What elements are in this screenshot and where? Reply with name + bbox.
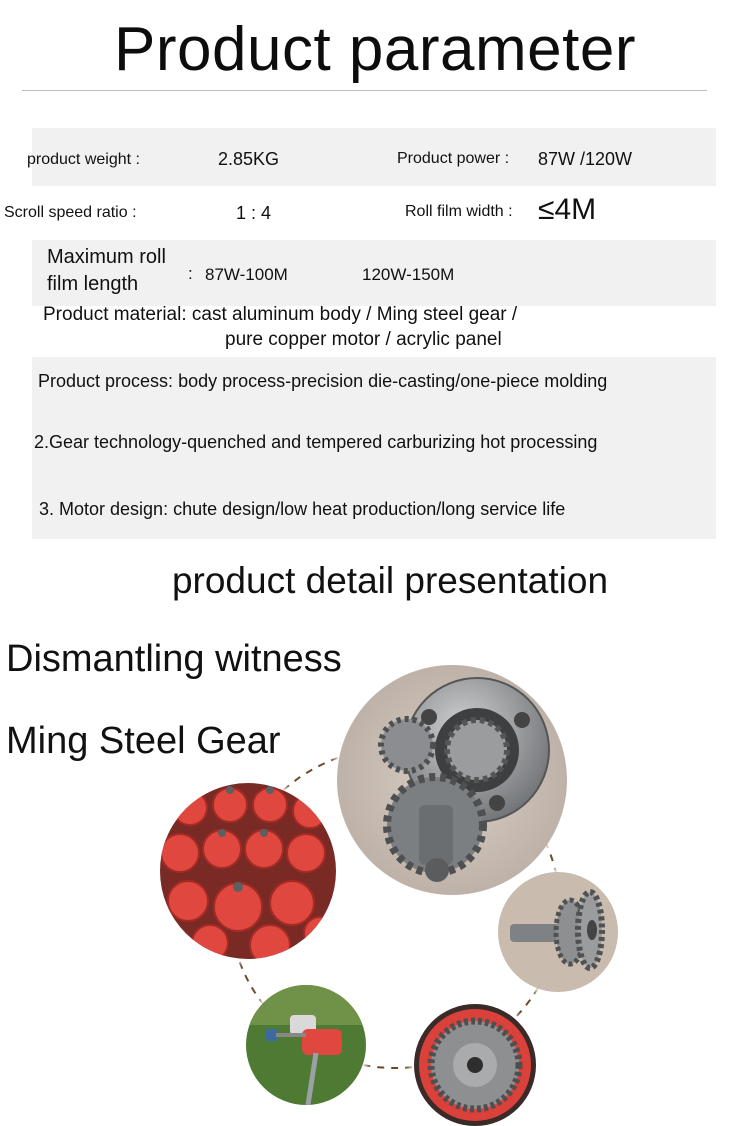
- detail-heading: product detail presentation: [171, 560, 609, 601]
- width-value: ≤4M: [538, 193, 597, 226]
- page-title: Product parameter: [114, 15, 636, 84]
- length-label-line1: Maximum roll: [47, 246, 166, 268]
- length-label-line2: film length: [47, 273, 139, 295]
- process-line2: 2.Gear technology-quenched and tempered carburizing hot processing: [34, 432, 598, 452]
- length-value-87w: 87W-100M: [205, 265, 288, 284]
- process-line1: Product process: body process-precision die-casting/one-piece molding: [38, 371, 608, 391]
- length-colon: :: [188, 264, 193, 283]
- material-line2: pure copper motor / acrylic panel: [225, 329, 502, 350]
- weight-value: 2.85KG: [218, 149, 280, 169]
- weight-label: product weight :: [27, 151, 140, 168]
- speed-label: Scroll speed ratio :: [4, 204, 137, 221]
- length-value-120w: 120W-150M: [362, 265, 455, 284]
- caption-gear: Ming Steel Gear: [6, 720, 281, 762]
- speed-value: 1 : 4: [236, 203, 272, 223]
- power-label: Product power :: [397, 150, 510, 167]
- power-value: 87W /120W: [538, 149, 633, 169]
- process-line3: 3. Motor design: chute design/low heat production/long service life: [39, 499, 566, 519]
- material-line1: Product material: cast aluminum body / Ming steel gear /: [43, 304, 518, 325]
- red-gearbox-photo: [160, 783, 336, 959]
- caption-dismantling: Dismantling witness: [6, 638, 342, 680]
- width-label: Roll film width :: [405, 203, 513, 220]
- field-tool-photo: [246, 985, 366, 1105]
- shaft-gear-photo: [498, 872, 618, 992]
- disassembled-gear-photo: [337, 665, 567, 895]
- ring-gear-photo: [414, 1004, 536, 1126]
